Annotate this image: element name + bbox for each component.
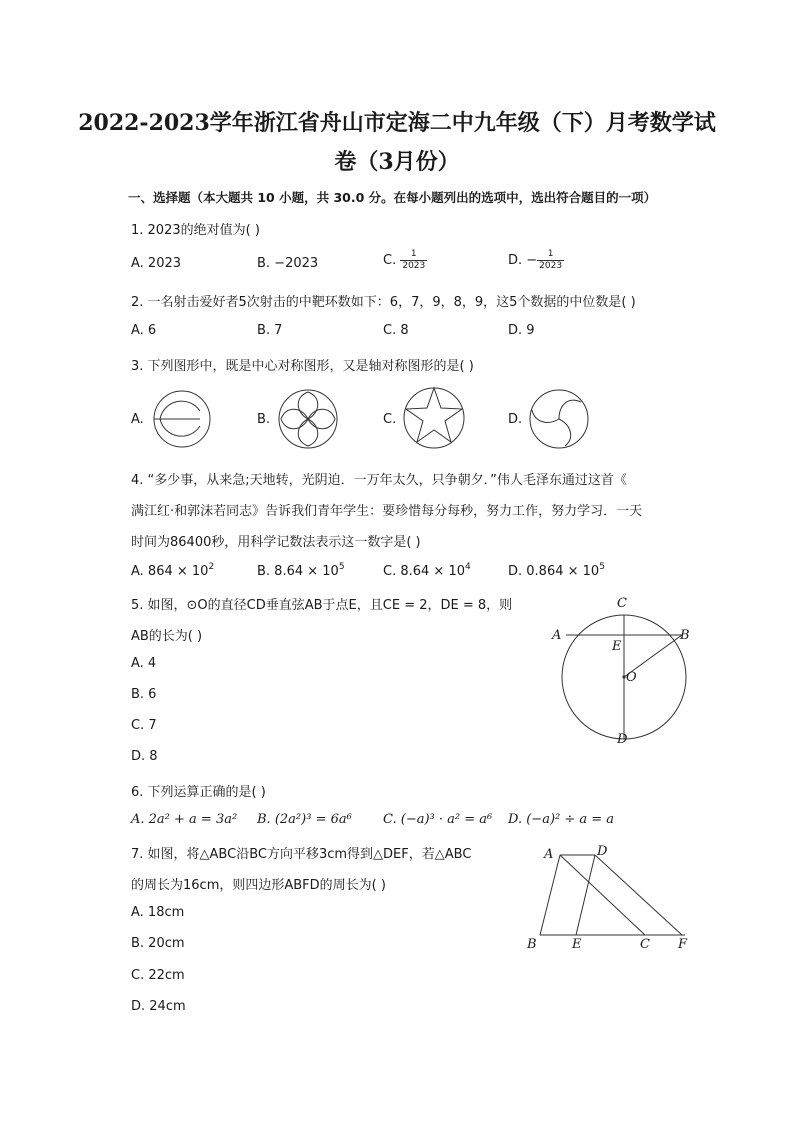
section-heading: 一、选择题（本大题共 10 小题，共 30.0 分。在每小题列出的选项中，选出符合题目的一项）: [128, 190, 657, 205]
q7-label-d: D: [597, 844, 608, 859]
q7-stem-line2: 的周长为16cm，则四边形ABFD的周长为( ): [131, 878, 386, 893]
q3-stem: 3. 下列图形中，既是中心对称图形，又是轴对称图形的是( ): [131, 359, 474, 374]
q6-stem: 6. 下列运算正确的是( ): [131, 785, 266, 800]
q4-option-c: C. $8.64 \times 10^4$: [383, 562, 471, 579]
q4-option-d: D. $0.864 \times 10^5$: [508, 562, 605, 579]
q5-option-b: B. 6: [131, 687, 157, 702]
q3-option-b: B.: [257, 412, 271, 427]
q2-option-b: B. 7: [257, 323, 283, 338]
exam-title-line1: 2022-2023学年浙江省舟山市定海二中九年级（下）月考数学试: [78, 110, 716, 136]
q7-option-a: A. 18cm: [131, 905, 185, 920]
q2-option-a: A. 6: [131, 323, 157, 338]
q7-label-a: A: [544, 847, 554, 862]
q6-option-d: D. (−a)² ÷ a = a: [508, 812, 615, 827]
q3-option-a: A.: [131, 412, 144, 427]
q1-option-b: B. −2023: [257, 256, 319, 271]
q3-option-c: C.: [383, 412, 397, 427]
q6-option-c: C. (−a)³ · a² = a⁶: [383, 812, 493, 827]
q1-option-d: D. − $\frac{1}{2023}$: [508, 249, 563, 271]
q1-stem: 1. 2023的绝对值为( ): [131, 223, 260, 238]
q4-stem-line1: 4. “多少事，从来急;天地转，光阴迫．一万年太久，只争朝夕．”伟人毛泽东通过这首《: [131, 473, 627, 488]
q3-figure-a: [150, 388, 214, 450]
q5-stem-line2: AB的长为( ): [131, 629, 203, 644]
q5-option-d: D. 8: [131, 749, 158, 764]
q1-option-a: A. 2023: [131, 256, 182, 271]
q7-option-c: C. 22cm: [131, 968, 185, 983]
q4-option-a: A. $864 \times 10^2$: [131, 562, 215, 579]
q5-label-b: B: [680, 628, 690, 643]
q6-option-a: A. 2a² + a = 3a²: [131, 812, 238, 827]
q3-figure-c: [401, 386, 467, 450]
q3-option-d: D.: [508, 412, 523, 427]
q1-option-c: C. $\frac{1}{2023}$: [383, 249, 426, 271]
q6-option-b: B. (2a²)³ = 6a⁶: [257, 812, 352, 827]
q7-label-e: E: [572, 937, 582, 952]
q7-option-d: D. 24cm: [131, 999, 186, 1014]
q5-option-c: C. 7: [131, 718, 157, 733]
q7-translation-figure: [520, 840, 700, 955]
q5-option-a: A. 4: [131, 656, 157, 671]
q5-label-c: C: [617, 596, 627, 611]
q2-option-d: D. 9: [508, 323, 535, 338]
q5-label-d: D: [617, 732, 628, 747]
q5-stem-line1: 5. 如图，⊙O的直径CD垂直弦AB于点E，且CE = 2，DE = 8，则: [131, 598, 513, 613]
q7-label-f: F: [678, 937, 688, 952]
q3-figure-b: [276, 388, 340, 450]
q5-label-e: E: [612, 639, 622, 654]
q4-option-b: B. $8.64 \times 10^5$: [257, 562, 345, 579]
q5-label-a: A: [552, 628, 562, 643]
q2-stem: 2. 一名射击爱好者5次射击的中靶环数如下：6，7，9，8，9，这5个数据的中位数是( ): [131, 295, 636, 310]
q3-figure-d: [527, 388, 591, 450]
q5-circle-figure: [545, 592, 705, 752]
q7-label-c: C: [640, 937, 650, 952]
q7-label-b: B: [527, 937, 537, 952]
q2-option-c: C. 8: [383, 323, 409, 338]
q5-label-o: O: [626, 670, 637, 685]
q4-stem-line3: 时间为86400秒，用科学记数法表示这一数字是( ): [131, 535, 421, 550]
q7-option-b: B. 20cm: [131, 936, 185, 951]
q7-stem-line1: 7. 如图，将△ABC沿BC方向平移3cm得到△DEF，若△ABC: [131, 847, 472, 862]
exam-title-line2: 卷（3月份）: [334, 149, 460, 175]
q4-stem-line2: 满江红·和郭沫若同志》告诉我们青年学生：要珍惜每分每秒，努力工作，努力学习．一天: [131, 504, 643, 519]
